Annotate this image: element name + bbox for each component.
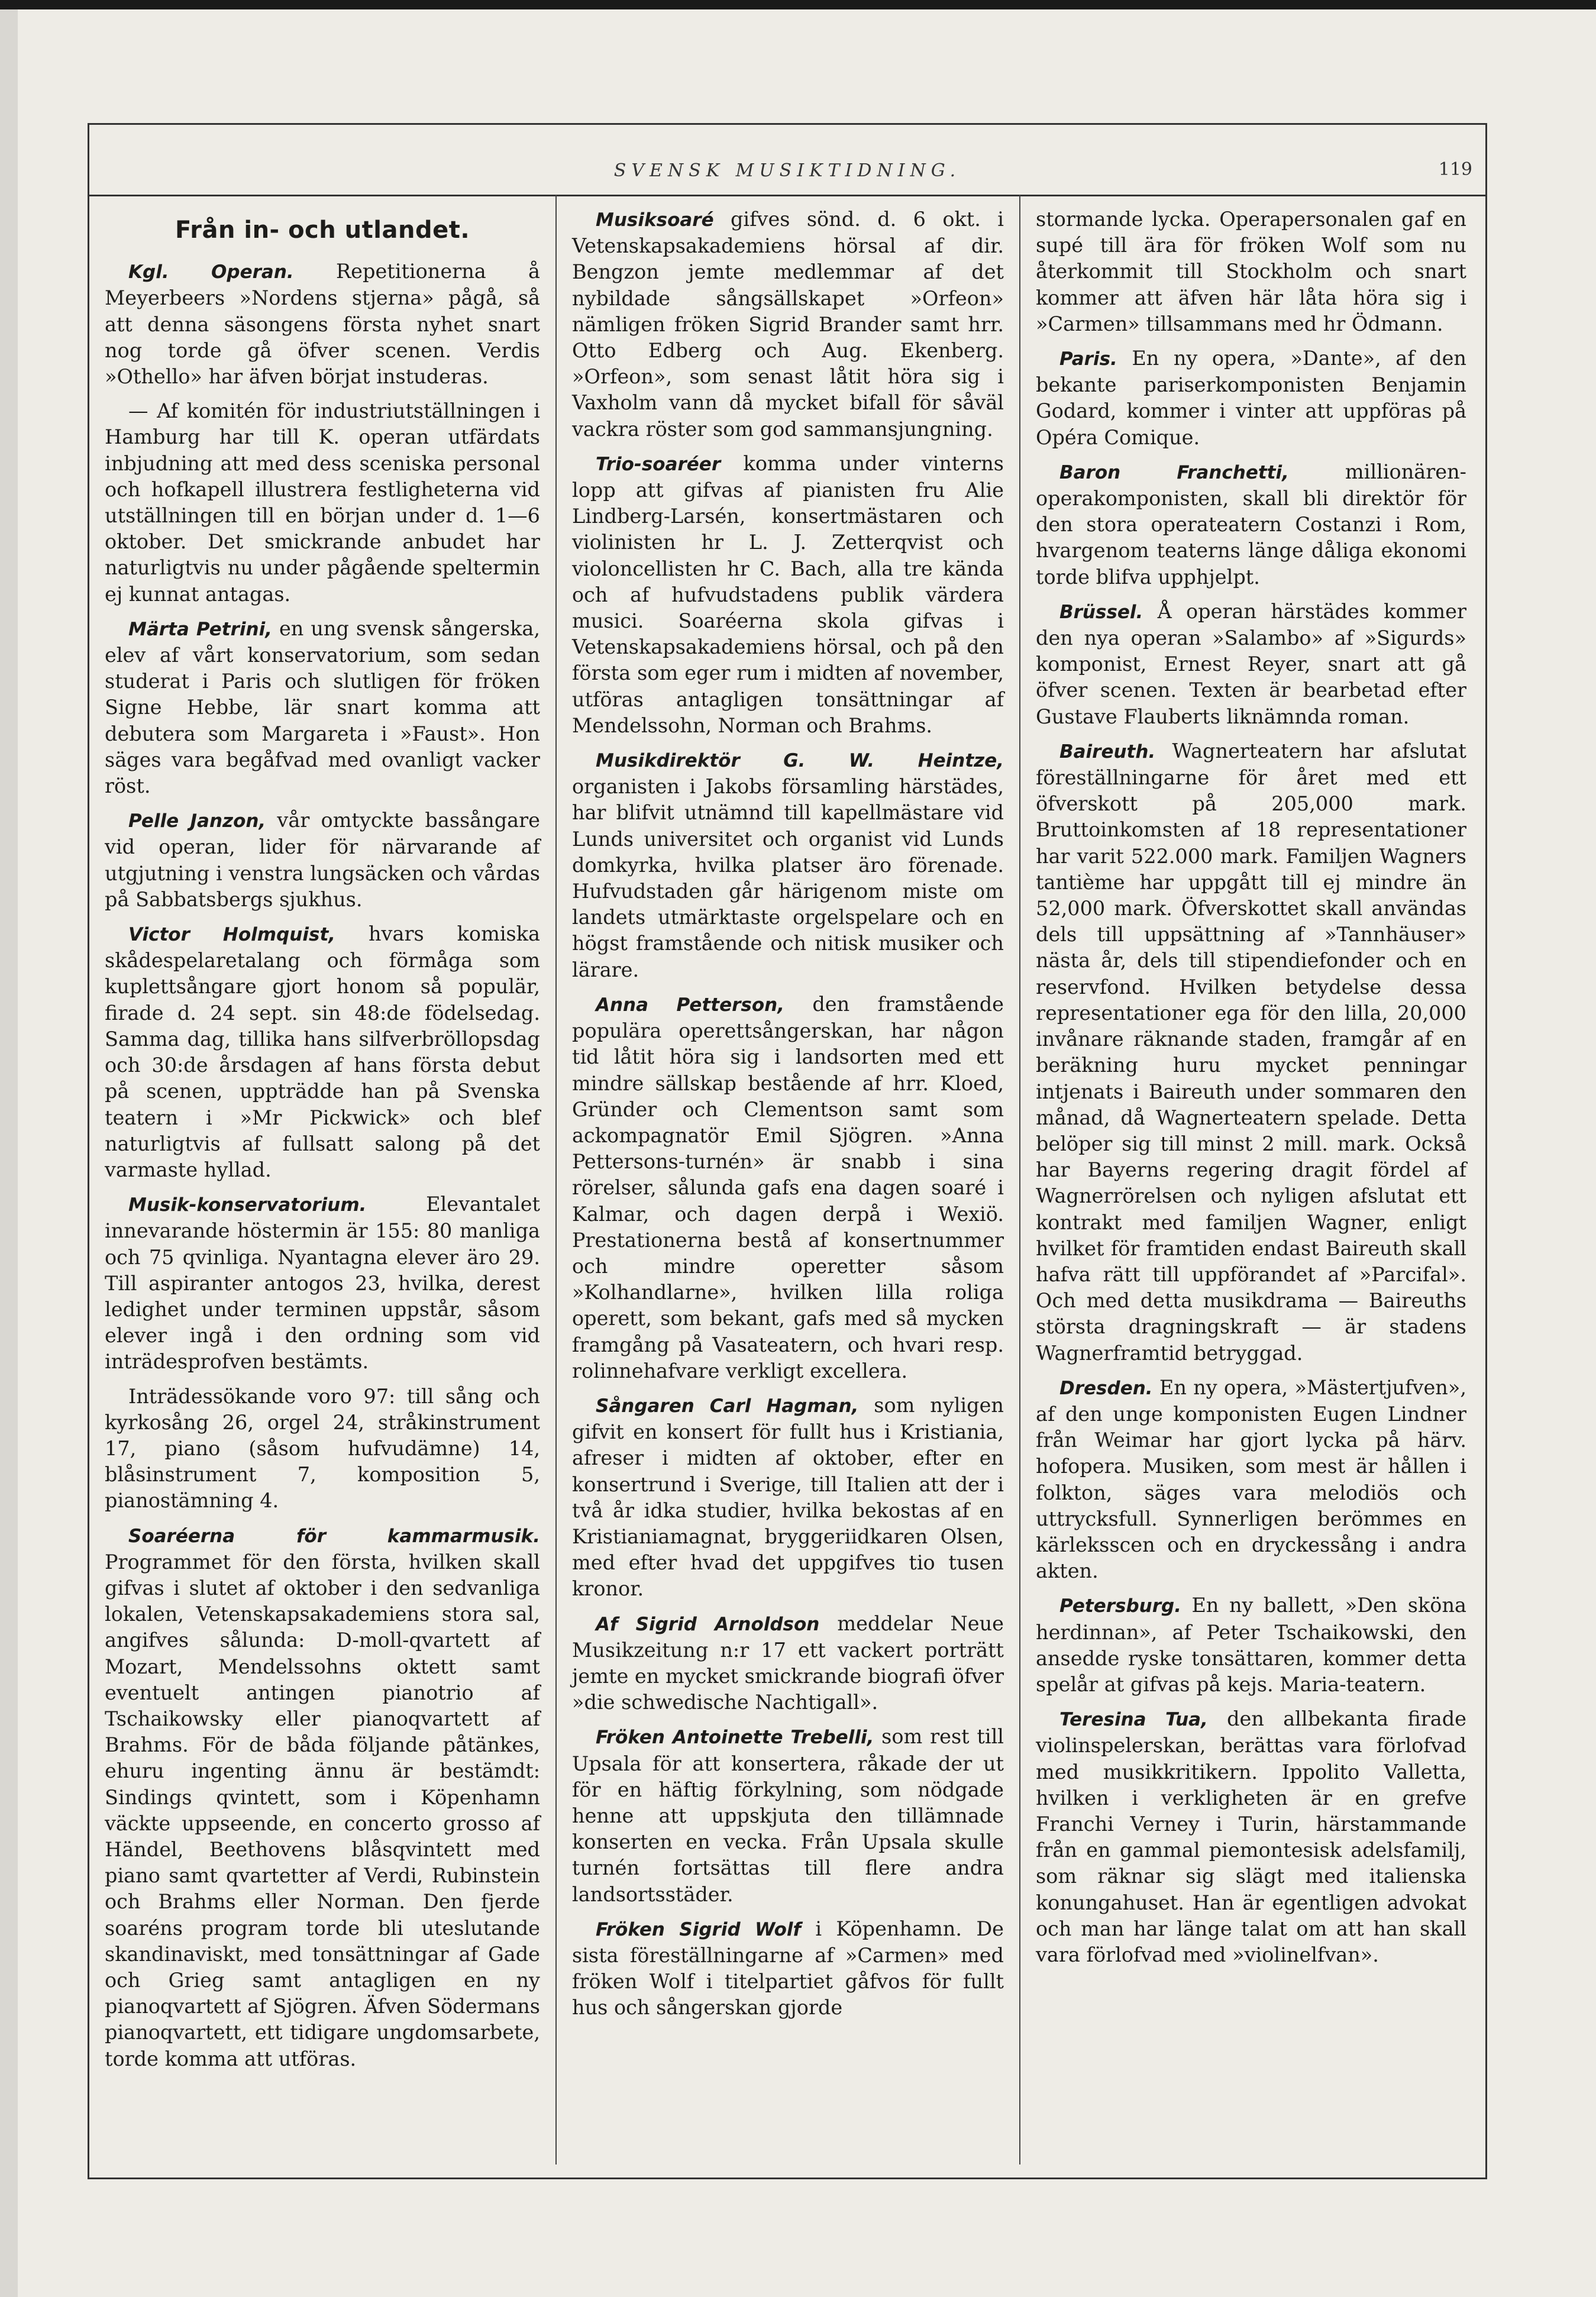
news-item xyxy=(1036,1592,1466,1698)
column-1 xyxy=(89,195,555,2164)
news-item xyxy=(572,1916,1004,2021)
news-item xyxy=(105,921,540,1183)
column-3 xyxy=(1019,195,1482,2164)
top-scan-edge xyxy=(0,0,1596,9)
news-item xyxy=(572,206,1004,442)
news-item xyxy=(572,451,1004,739)
item-lead: Kgl. Operan. xyxy=(128,261,294,283)
news-item xyxy=(105,398,540,608)
item-text: Wagnerteatern har afslutat föreställningarne för året med ett öfverskott på 205,000 mark. Bruttoinkomsten af 18 representationer har varit 522.000 mark. Familjen Wagners tantième har uppgått till ej mindre än 52,000 mark. Öfverskottet skall användas dels till uppsättning af »Tannhäuser» nästa år, dels till stipendiefonder och en reservfond. Hvilken betydelse dessa representationer ega för den lilla, 20,000 invånare räknande staden, framgår af en beräkning huru mycket penningar intjenats i Baireuth under sommaren den månad, då Wagnerteatern spelade. Detta belöper sig till minst 2 mill. mark. Också har Bayerns regering dragit fördel af Wagnerrörelsen och nyligen afslutat ett kontrakt med familjen Wagner, enligt hvilket för framtiden endast Baireuth skall hafva rätt till uppförandet af »Parcifal». Och med detta musikdrama — Baireuths största dragningskraft — är stadens Wagnerframtid betryggad. xyxy=(1036,739,1466,1365)
page-frame xyxy=(88,123,1487,2179)
item-lead: Trio-soaréer xyxy=(596,453,721,475)
news-item xyxy=(105,1191,540,1375)
item-lead: Soaréerna för kammarmusik. xyxy=(128,1525,540,1547)
news-item xyxy=(105,1523,540,2072)
item-text: millionären-operakomponisten, skall bli direktör för den stora operateatern Costanzi i Rom, hvargenom teaterns länge dåliga ekonomi torde blifva upphjelpt. xyxy=(1036,460,1466,589)
item-lead: Baron Franchetti, xyxy=(1059,461,1289,483)
item-text: Repetitionerna å Meyerbeers »Nordens stjerna» pågå, så att denna säsongens första nyhet snart nog torde gå öfver scenen. Verdis »Othello» har äfven börjat instuderas. xyxy=(105,260,541,389)
news-item xyxy=(1036,1375,1466,1585)
item-text: En ny opera, »Dante», af den bekante pariserkomponisten Benjamin Godard, kommer i vinter att uppföras på Opéra Comique. xyxy=(1036,347,1466,449)
news-item xyxy=(572,1393,1004,1603)
item-text: En ny ballett, »Den sköna herdinnan», af Peter Tschaikowski, den ansedde ryske tonsättaren, kommer detta spelår at gifvas på kejs. Maria-teatern. xyxy=(1036,1594,1466,1696)
item-lead: Brüssel. xyxy=(1059,601,1143,623)
item-text: den framstående populära operettsångerskan, har någon tid låtit höra sig i landsorten med ett mindre sällskap bestående af hrr. Kloed, Gründer och Clementson samt som ackompagnatör Emil Sjögren. »Anna Pettersons-turnén» är snabb i sina rörelser, sålunda gafs ena dagen soaré i Kalmar, och dagen derpå i Wexiö. Prestationerna bestå af konsertnummer och mindre operetter såsom »Kolhandlarne», hvilken lilla roliga operett, som bekant, gafs med så mycken framgång på Vasateatern, och hvari resp. rolinnehafvare verkligt excellera. xyxy=(572,992,1004,1382)
item-text: Programmet för den första, hvilken skall gifvas i slutet af oktober i den sedvanliga lokalen, Vetenskapsakademiens stora sal, angifves sålunda: D-moll-qvartett af Mozart, Mendelssohns oktett samt eventuelt antingen pianotrio af Tschaikowsky eller pianoqvartett af Brahms. För de båda följande påtänkes, ehuru ingenting ännu är bestämdt: Sindings qvintett, som i Köpenhamn väckte uppseende, en concerto grosso af Händel, Beethovens blåsqvintett med piano samt qvartetter af Verdi, Rubinstein och Brahms eller Norman. Den fjerde soaréns program torde bli uteslutande skandinaviskt, med tonsättningar af Gade och Grieg samt antagligen en ny pianoqvartett af Sjögren. Äfven Södermans pianoqvartett, ett tidigare ungdomsarbete, torde komma att utföras. xyxy=(105,1550,540,2070)
page-header xyxy=(89,125,1485,196)
page-number: 119 xyxy=(1438,159,1472,180)
news-item xyxy=(572,991,1004,1384)
item-text: den allbekanta firade violinspelerskan, berättas vara förlofvad med musikkritikern. Ippolito Valletta, hvilken i verkligheten är en grefve Franchi Verney i Turin, härstammande från en gammal piemontesisk adelsfamilj, som räknar sig slägt med italienska konungahuset. Han är egentligen advokat och man har länge talat om att han skall vara förlofvad med »violinelfvan». xyxy=(1036,1707,1466,1966)
item-text: meddelar Neue Musikzeitung n:r 17 ett vackert porträtt jemte en mycket smickrande biografi öfver »die schwedische Nachtigall». xyxy=(572,1611,1004,1714)
item-lead: Musik-konservatorium. xyxy=(128,1194,367,1216)
news-item xyxy=(1036,345,1466,451)
news-item xyxy=(1036,738,1466,1366)
item-text: — Af komitén för industriutställningen i Hamburg har till K. operan utfärdats inbjudning att med dess sceniska personal och hofkapell illustrera festligheterna vid utställningen till en början under d. 1—6 oktober. Det smickrande anbudet har naturligtvis nu under pågående speltermin ej kunnat antagas. xyxy=(105,399,540,606)
news-item xyxy=(105,259,540,390)
item-text: Inträdessökande voro 97: till sång och kyrkosång 26, orgel 24, stråkinstrument 17, piano (såsom hufvudämne) 14, blåsinstrument 7, komposition 5, pianostämning 4. xyxy=(105,1384,540,1513)
item-lead: Fröken Antoinette Trebelli, xyxy=(596,1727,874,1749)
news-item xyxy=(1036,1706,1466,1968)
news-item xyxy=(1036,599,1466,730)
item-lead: Sångaren Carl Hagman, xyxy=(596,1395,859,1417)
item-lead: Baireuth. xyxy=(1059,741,1156,763)
item-lead: Musiksoaré xyxy=(596,209,714,231)
page-paper xyxy=(18,9,1596,2297)
item-lead: Märta Petrini, xyxy=(128,618,273,640)
item-text: i Köpenhamn. De sista föreställningarne af »Carmen» med fröken Wolf i titelpartiet gåfvos för fullt hus och sångerskan gjorde xyxy=(572,1917,1004,2020)
item-text: som nyligen gifvit en konsert för fullt hus i Kristiania, afreser i midten af oktober, efter en konsertrund i Sverige, till Italien att der i två år idka studier, hvilka bekostas af en Kristianiamagnat, bryggeriidkaren Olsen, med efter hvad det uppgifves tio tusen kronor. xyxy=(572,1393,1004,1601)
news-item xyxy=(105,1384,540,1514)
section-title: Från in- och utlandet. xyxy=(175,217,470,244)
item-lead: Victor Holmquist, xyxy=(128,924,336,946)
news-item xyxy=(1036,459,1466,590)
item-text: en ung svensk sångerska, elev af vårt konservatorium, som sedan studerat i Paris och slutligen för fröken Signe Hebbe, lär snart komma att debutera som Margareta i »Faust». Hon säges vara begåfvad med ovanligt vacker röst. xyxy=(105,616,540,798)
item-text: vår omtyckte bassångare vid operan, lider för närvarande af utgjutning i venstra lungsäcken och vårdas på Sabbatsbergs sjukhus. xyxy=(105,809,540,911)
news-item xyxy=(1036,206,1466,337)
item-lead: Anna Petterson, xyxy=(596,994,784,1016)
news-item xyxy=(572,747,1004,983)
item-lead: Teresina Tua, xyxy=(1059,1709,1208,1731)
news-item xyxy=(572,1611,1004,1716)
item-text: organisten i Jakobs församling härstädes, har blifvit utnämnd till kapellmästare vid Lunds universitet och organist vid Lunds domkyrka, hvilka platser äro förenade. Hufvudstaden går härigenom miste om landets utmärktaste orgelspelare och en högst framstående och nitisk musiker och lärare. xyxy=(572,775,1004,981)
item-text: stormande lycka. Operapersonalen gaf en supé till ära för fröken Wolf som nu återkommit till Stockholm och snart kommer att äfven här låta höra sig i »Carmen» tillsammans med hr Ödmann. xyxy=(1036,208,1466,335)
item-text: Elevantalet innevarande höstermin är 155: 80 manliga och 75 qvinliga. Nyantagna elever äro 29. Till aspiranter antogos 23, hvilka, derest ledighet under terminen uppstår, såsom elever ingå i den ordning som vid inträdesprofven bestämts. xyxy=(105,1193,540,1374)
item-text: hvars komiska skådespelaretalang och förmåga som kuplettsångare gjort honom så populär, firade d. 24 sept. sin 48:de födelsedag. Samma dag, tillika hans silfverbröllopsdag och 30:de årsdagen af hans första debut på scenen, uppträdde han på Svenska teatern i »Mr Pickwick» och blef naturligtvis af fullsatt salong på det varmaste hyllad. xyxy=(105,922,541,1181)
item-text: komma under vinterns lopp att gifvas af pianisten fru Alie Lindberg-Larsén, konsertmästaren och violinisten hr L. J. Zetterqvist och violoncellisten hr C. Bach, alla tre kända och af hufvudstadens publik värdera musici. Soaréerna skola gifvas i Vetenskapsakademiens hörsal, och på den första som eger rum i midten af november, utföras antagligen tonsättningar af Mendelssohn, Norman och Brahms. xyxy=(572,451,1004,737)
item-text: gifves sönd. d. 6 okt. i Vetenskapsakademiens hörsal af dir. Bengzon jemte medlemmar af det nybildade sångsällskapet »Orfeon» nämligen fröken Sigrid Brander samt hrr. Otto Edberg och Aug. Ekenberg. »Orfeon», som senast låtit höra sig i Vaxholm vann då mycket bifall för såväl vackra röster som god sammansjungning. xyxy=(572,208,1004,441)
item-lead: Dresden. xyxy=(1059,1377,1153,1399)
news-item xyxy=(572,1724,1004,1907)
running-title: SVENSK MUSIKTIDNING. xyxy=(613,160,961,181)
item-text: som rest till Upsala för att konsertera, råkade der ut för en häftig förkylning, som nödgade henne att uppskjuta den tillämnade konserten en vecka. Från Upsala skulle turnén fortsättas till flere andra landsortsstäder. xyxy=(572,1725,1004,1906)
item-lead: Pelle Janzon, xyxy=(128,810,266,832)
item-lead: Paris. xyxy=(1059,348,1117,370)
item-lead: Af Sigrid Arnoldson xyxy=(596,1613,820,1635)
news-item xyxy=(105,616,540,799)
column-2 xyxy=(555,195,1019,2164)
item-text: En ny opera, »Mästertjufven», af den unge komponisten Eugen Lindner från Weimar har gjort lycka på härv. hofopera. Musiken, som mest är hållen i folkton, säges vara melodiös och uttrycksfull. Synnerligen berömmes en kärleksscen och en dryckessång i andra akten. xyxy=(1036,1375,1466,1583)
news-item xyxy=(105,807,540,913)
item-lead: Fröken Sigrid Wolf xyxy=(596,1918,802,1940)
item-lead: Musikdirektör G. W. Heintze, xyxy=(596,750,1004,772)
item-lead: Petersburg. xyxy=(1059,1595,1182,1617)
item-text: Å operan härstädes kommer den nya operan »Salambo» af »Sigurds» komponist, Ernest Reyer, snart att gå öfver scenen. Texten är bearbetad efter Gustave Flauberts liknämnda roman. xyxy=(1036,599,1466,728)
